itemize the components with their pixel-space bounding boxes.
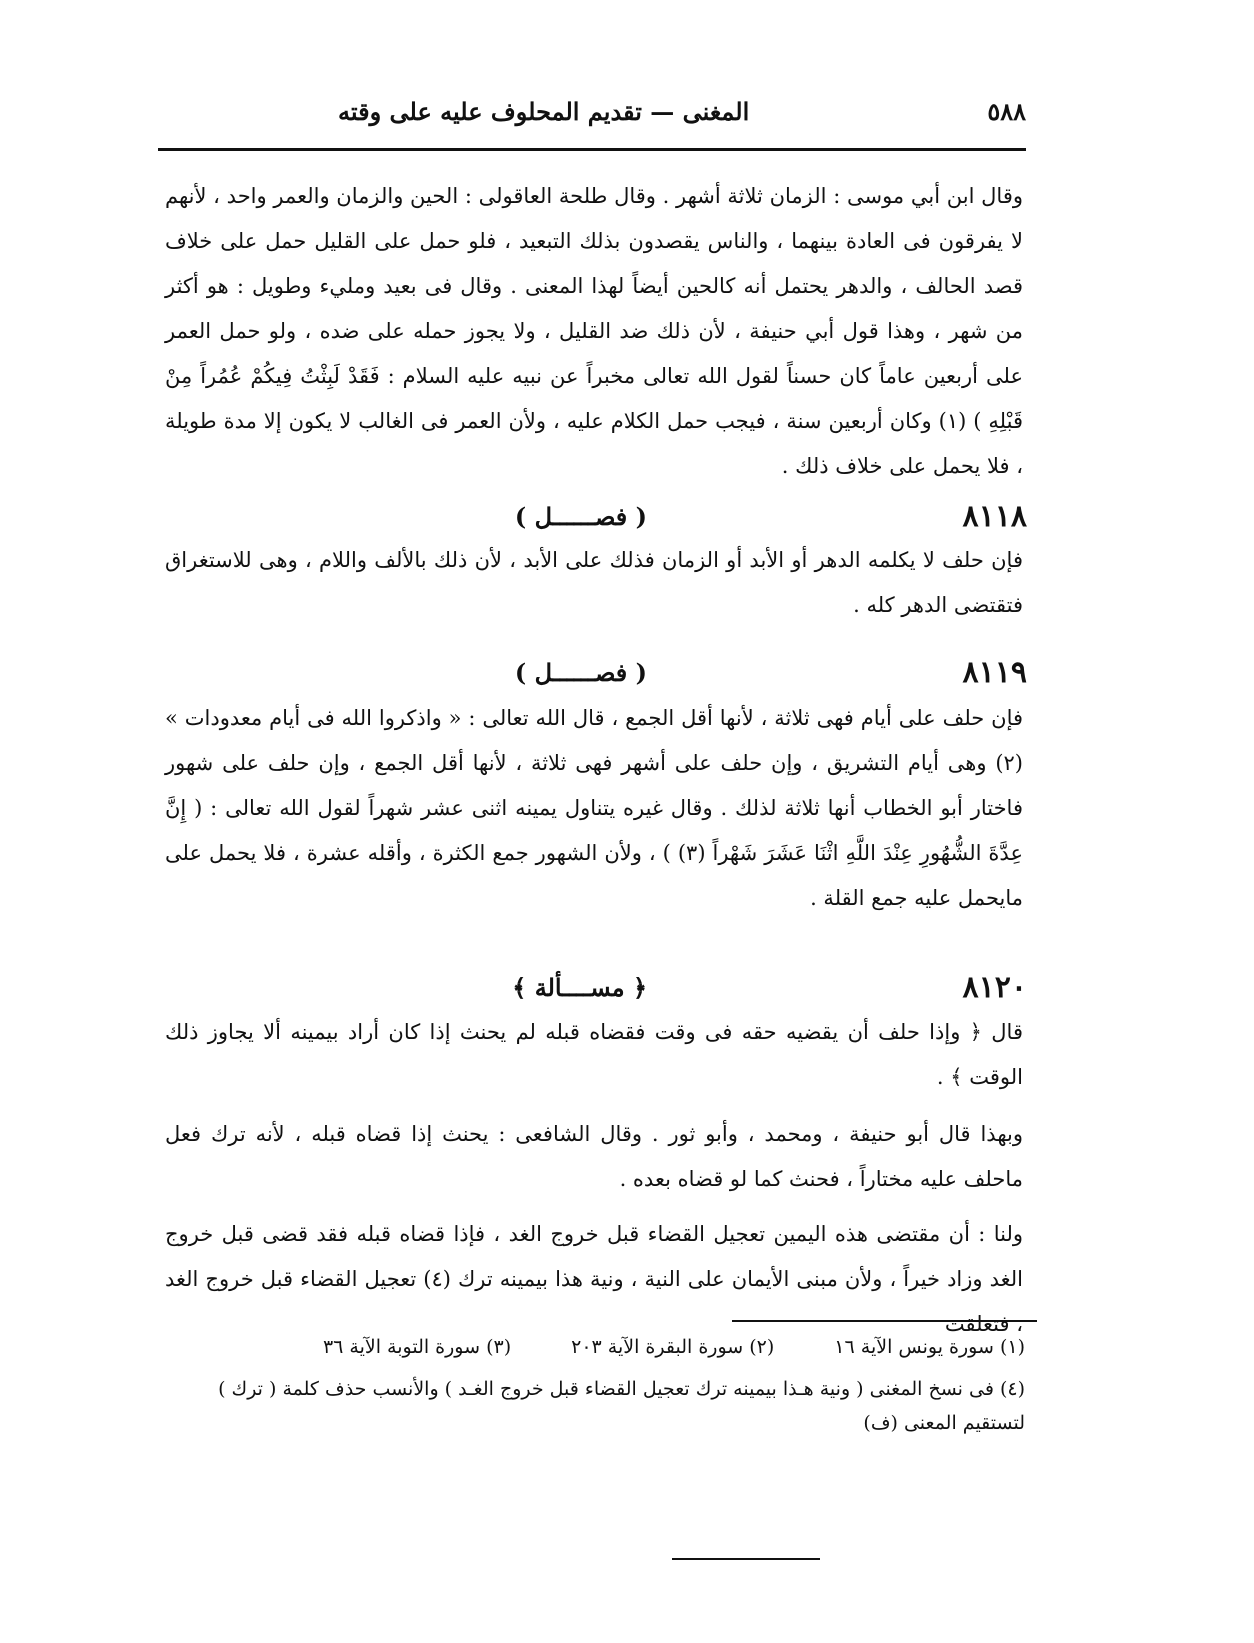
section-heading-8118 — [215, 494, 1027, 538]
paragraph-5: وبهذا قال أبو حنيفة ، ومحمد ، وأبو ثور . وقال الشافعى : يحنث إذا قضاه قبله ، لأنه ترك فعل ماحلف عليه مختاراً ، فحنث كما لو قضاه بعده . — [165, 1122, 1023, 1191]
section-heading-8120 — [215, 965, 1027, 1009]
footnote-1: (١) سورة يونس الآية ١٦ — [834, 1336, 1025, 1358]
footnote-2: (٢) سورة البقرة الآية ٢٠٣ — [571, 1336, 775, 1358]
section-number: ٨١١٨ — [962, 498, 1027, 534]
section-label: ( فصــــــل ) — [514, 657, 647, 687]
section-number: ٨١١٩ — [962, 654, 1027, 690]
paragraph-4: قال ﴿ وإذا حلف أن يقضيه حقه فى وقت فقضاه قبله لم يحنث إذا كان أراد بيمينه ألا يجاوز ذلك الوقت ﴾ . — [165, 1020, 1023, 1089]
footnote-rule — [732, 1320, 1037, 1322]
footnote-row-1 — [165, 1330, 1025, 1364]
footnote-3: (٣) سورة التوبة الآية ٣٦ — [322, 1336, 512, 1358]
page-number: ٥٨٨ — [987, 96, 1026, 126]
section-heading-8119 — [215, 650, 1027, 694]
paragraph-6: ولنا : أن مقتضى هذه اليمين تعجيل القضاء قبل خروج الغد ، فإذا قضاه قبله فقد قضى قبل خروج الغد وزاد خيراً ، ولأن مبنى الأيمان على النية ، ونية هذا بيمينه ترك (٤) تعجيل القضاء قبل خروج الغد ، فتعلقت — [165, 1222, 1023, 1336]
bottom-rule — [672, 1558, 820, 1560]
section-label: ( فصــــــل ) — [514, 501, 647, 531]
section-label: ﴿ مســــألة ﴾ — [512, 972, 647, 1002]
paragraph-2: فإن حلف لا يكلمه الدهر أو الأبد أو الزمان فذلك على الأبد ، لأن ذلك بالألف واللام ، وهى للاستغراق فتقتضى الدهر كله . — [165, 548, 1023, 617]
paragraph-1: وقال ابن أبي موسى : الزمان ثلاثة أشهر . وقال طلحة العاقولى : الحين والزمان والعمر واحد ، لأنهم لا يفرقون فى العادة بينهما ، والناس يقصدون بذلك التبعيد ، فلو حمل على القليل حمل على خلاف قصد الحالف ، والدهر يحتمل أنه كالحين أيضاً لهذا المعنى . وقال فى بعيد ومليء وطويل : هو أكثر من شهر ، وهذا قول أبي حنيفة ، لأن ذلك ضد القليل ، ولا يجوز حمله على ضده ، ولو حمل العمر على أربعين عاماً كان حسناً لقول الله تعالى مخبراً عن نبيه عليه السلام : فَقَدْ لَبِثْتُ فِيكُمْ عُمُراً مِنْ قَبْلِهِ ) (١) وكان أربعين سنة ، فيجب حمل الكلام عليه ، ولأن العمر فى الغالب لا يكون إلا مدة طويلة ، فلا يحمل على خلاف ذلك . — [165, 184, 1023, 478]
paragraph-3: فإن حلف على أيام فهى ثلاثة ، لأنها أقل الجمع ، قال الله تعالى : « واذكروا الله فى أيام معدودات » (٢) وهى أيام التشريق ، وإن حلف على أشهر فهى ثلاثة ، لأنها أقل الجمع ، وإن حلف على شهور فاختار أبو الخطاب أنها ثلاثة لذلك . وقال غيره يتناول يمينه اثنى عشر شهراً لقول الله تعالى : ( إِنَّ عِدَّةَ الشُّهُورِ عِنْدَ اللَّهِ اثْنَا عَشَرَ شَهْراً (٣) ) ، ولأن الشهور جمع الكثرة ، وأقله عشرة ، فلا يحمل على مايحمل عليه جمع القلة . — [165, 706, 1023, 910]
footnote-4: (٤) فى نسخ المغنى ( ونية هـذا بيمينه ترك تعجيل القضاء قبل خروج الغـد ) والأنسب حذف كلمة ( ترك ) لتستقيم المعنى (ف) — [218, 1378, 1025, 1434]
section-number: ٨١٢٠ — [962, 969, 1027, 1005]
page-header — [158, 90, 1026, 132]
header-rule — [158, 148, 1026, 151]
running-title: المغنى — تقديم المحلوف عليه على وقته — [338, 96, 750, 126]
